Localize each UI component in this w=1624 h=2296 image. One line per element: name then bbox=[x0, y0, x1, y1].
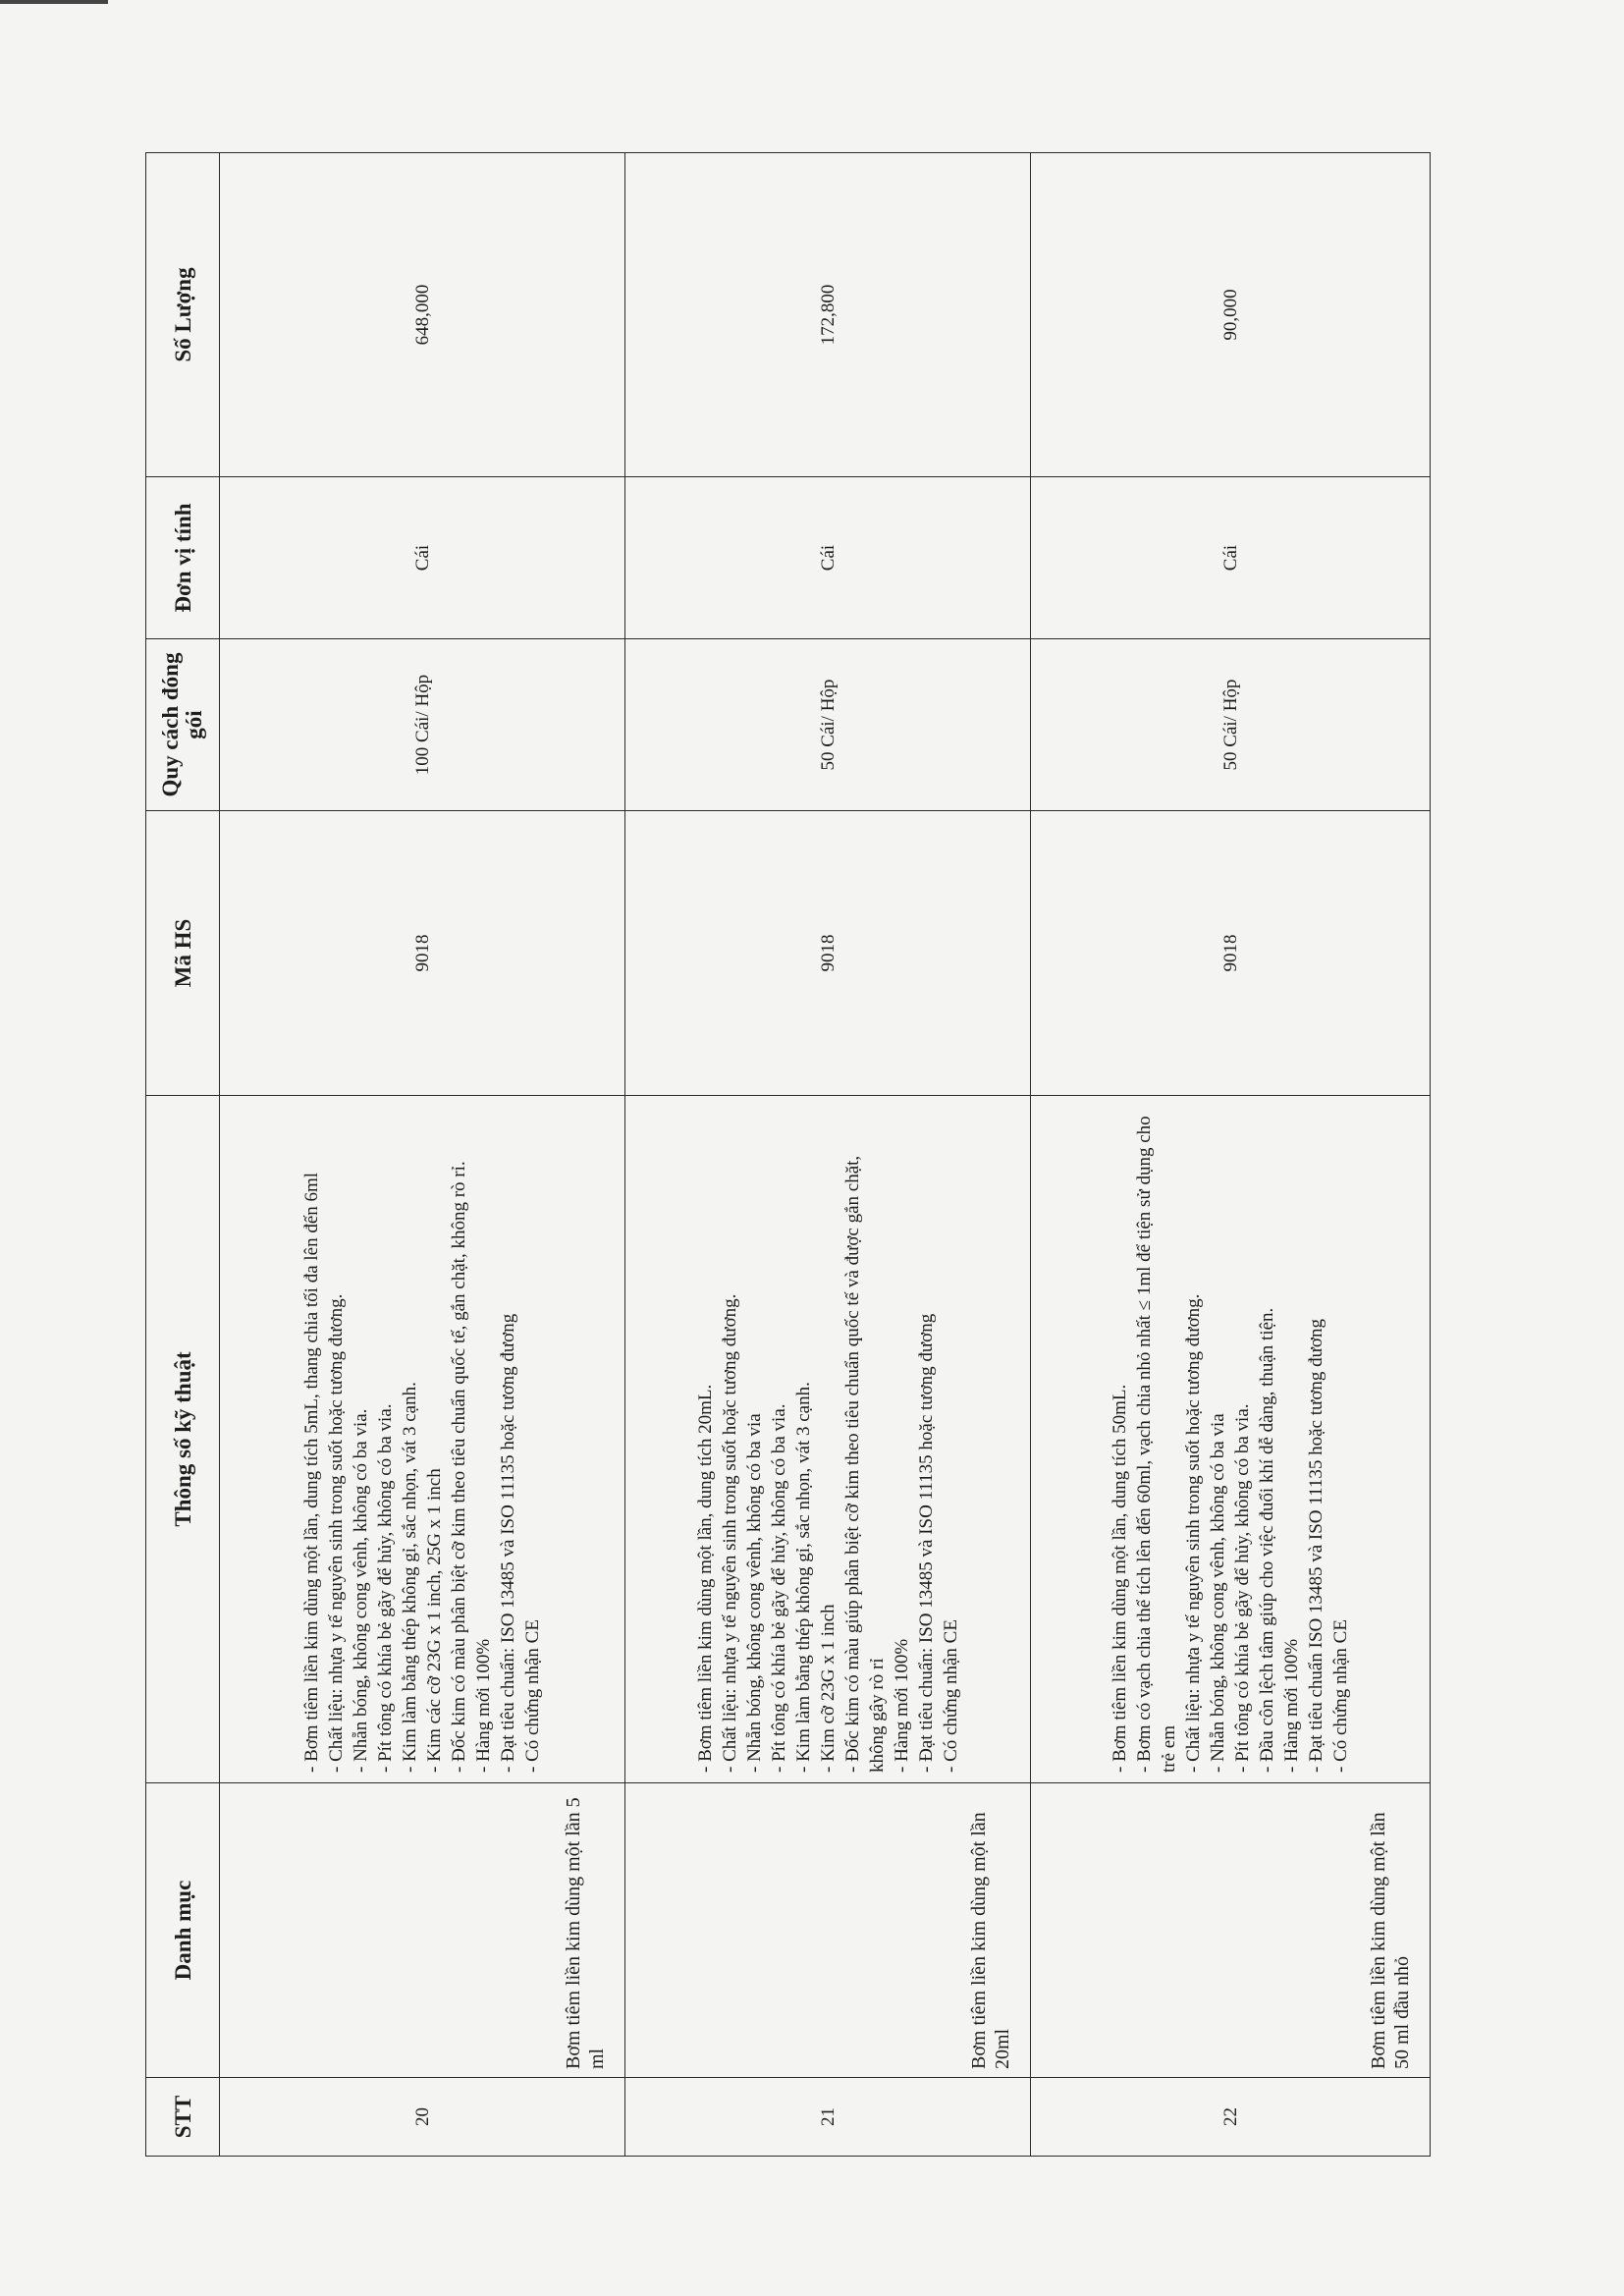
spec-line: - Bơm tiêm liền kim dùng một lần, dung tích 50mL. bbox=[1110, 1384, 1130, 1773]
spec-line: - Có chứng nhận CE bbox=[1330, 1619, 1351, 1773]
cell-name: Bơm tiêm liền kim dùng một lần 20ml bbox=[625, 1783, 1031, 2078]
cell-name: Bơm tiêm liền kim dùng một lần 50 ml đầu nhỏ bbox=[1031, 1783, 1431, 2078]
spec-line: - Đạt tiêu chuẩn ISO 13485 và ISO 11135 hoặc tương đương bbox=[1306, 1319, 1326, 1773]
cell-quantity: 90,000 bbox=[1031, 153, 1431, 477]
spec-line: - Có chứng nhận CE bbox=[940, 1619, 961, 1773]
cell-hs-code: 9018 bbox=[1031, 811, 1431, 1096]
header-stt: STT bbox=[146, 2078, 220, 2157]
spec-line: - Pít tông có khía bẻ gãy để hủy, không có ba via. bbox=[1232, 1403, 1253, 1773]
spec-line: - Hàng mới 100% bbox=[473, 1638, 494, 1773]
cell-stt: 20 bbox=[220, 2078, 625, 2157]
scan-edge-mark bbox=[0, 0, 108, 4]
header-name: Danh mục bbox=[146, 1783, 220, 2078]
spec-line: - Hàng mới 100% bbox=[891, 1638, 912, 1773]
table-row bbox=[625, 153, 1031, 2157]
cell-hs-code: 9018 bbox=[220, 811, 625, 1096]
spec-line: - Pít tông có khía bẻ gãy để hủy, không có ba via. bbox=[768, 1403, 789, 1773]
spec-line: - Đốc kim có màu phân biệt cỡ kim theo tiêu chuẩn quốc tế, gắn chặt, không rò rỉ. bbox=[449, 1161, 469, 1773]
cell-packing: 100 Cái/ Hộp bbox=[220, 639, 625, 811]
spec-line: - Hàng mới 100% bbox=[1281, 1638, 1302, 1773]
table-row bbox=[220, 153, 625, 2157]
cell-packing: 50 Cái/ Hộp bbox=[1031, 639, 1431, 811]
spec-line: - Nhẵn bóng, không cong vênh, không có ba via bbox=[743, 1413, 765, 1773]
cell-spec bbox=[220, 1096, 625, 1783]
header-unit: Đơn vị tính bbox=[146, 477, 220, 639]
spec-line: - Chất liệu: nhựa y tế nguyên sinh trong suốt hoặc tương đương. bbox=[326, 1293, 347, 1773]
cell-stt: 21 bbox=[625, 2078, 1031, 2157]
spec-line: - Kim các cỡ 23G x 1 inch, 25G x 1 inch bbox=[424, 1468, 445, 1773]
cell-packing: 50 Cái/ Hộp bbox=[625, 639, 1031, 811]
spec-line: - Đạt tiêu chuẩn: ISO 13485 và ISO 11135 hoặc tương đương bbox=[498, 1313, 518, 1773]
cell-quantity: 648,000 bbox=[220, 153, 625, 477]
header-spec: Thông số kỹ thuật bbox=[146, 1096, 220, 1783]
cell-name: Bơm tiêm liền kim dùng một lần 5 ml bbox=[220, 1783, 625, 2078]
cell-spec bbox=[1031, 1096, 1431, 1783]
spec-line: - Kim làm bằng thép không gỉ, sắc nhọn, vát 3 cạnh. bbox=[400, 1382, 420, 1773]
table-header-row bbox=[146, 153, 220, 2157]
spec-line: - Đốc kim có màu giúp phân biệt cỡ kim theo tiêu chuẩn quốc tế và được gắn chặt, không gây rò rỉ bbox=[841, 1155, 888, 1773]
spec-line: - Kim làm bằng thép không gỉ, sắc nhọn, vát 3 cạnh. bbox=[792, 1382, 814, 1773]
cell-unit: Cái bbox=[220, 477, 625, 639]
spec-line: - Đầu côn lệch tâm giúp cho việc đuổi khí dễ dàng, thuận tiện. bbox=[1257, 1307, 1277, 1773]
spec-line: - Có chứng nhận CE bbox=[522, 1619, 543, 1773]
spec-line: - Bơm tiêm liền kim dùng một lần, dung tích 5mL, thang chia tối đa lên đến 6ml bbox=[301, 1172, 322, 1773]
spec-line: - Chất liệu: nhựa y tế nguyên sinh trong suốt hoặc tương đương. bbox=[1183, 1293, 1204, 1773]
header-quantity: Số Lượng bbox=[146, 153, 220, 477]
cell-unit: Cái bbox=[1031, 477, 1431, 639]
header-packing: Quy cách đóng gói bbox=[146, 639, 220, 811]
spec-line: - Nhẵn bóng, không cong vênh, không có ba via. bbox=[351, 1408, 371, 1773]
product-spec-table-rotated bbox=[145, 153, 1416, 2157]
spec-line: - Bơm có vạch chia thể tích lên đến 60ml, vạch chia nhỏ nhất ≤ 1ml để tiện sử dụng cho trẻ em bbox=[1134, 1116, 1179, 1773]
cell-spec bbox=[625, 1096, 1031, 1783]
table-row bbox=[1031, 153, 1431, 2157]
cell-hs-code: 9018 bbox=[625, 811, 1031, 1096]
cell-unit: Cái bbox=[625, 477, 1031, 639]
spec-line: - Kim cỡ 23G x 1 inch bbox=[817, 1604, 839, 1773]
spec-line: - Bơm tiêm liền kim dùng một lần, dung tích 20mL. bbox=[694, 1384, 716, 1773]
spec-line: - Nhẵn bóng, không cong vênh, không có ba via bbox=[1208, 1413, 1228, 1773]
spec-line: - Pít tông có khía bẻ gãy để hủy, không có ba via. bbox=[375, 1403, 396, 1773]
spec-line: - Chất liệu: nhựa y tế nguyên sinh trong suốt hoặc tương đương. bbox=[719, 1293, 740, 1773]
cell-stt: 22 bbox=[1031, 2078, 1431, 2157]
header-hs-code: Mã HS bbox=[146, 811, 220, 1096]
product-spec-table bbox=[145, 152, 1431, 2157]
cell-quantity: 172,800 bbox=[625, 153, 1031, 477]
spec-line: - Đạt tiêu chuẩn: ISO 13485 và ISO 11135 hoặc tương đương bbox=[915, 1313, 937, 1773]
